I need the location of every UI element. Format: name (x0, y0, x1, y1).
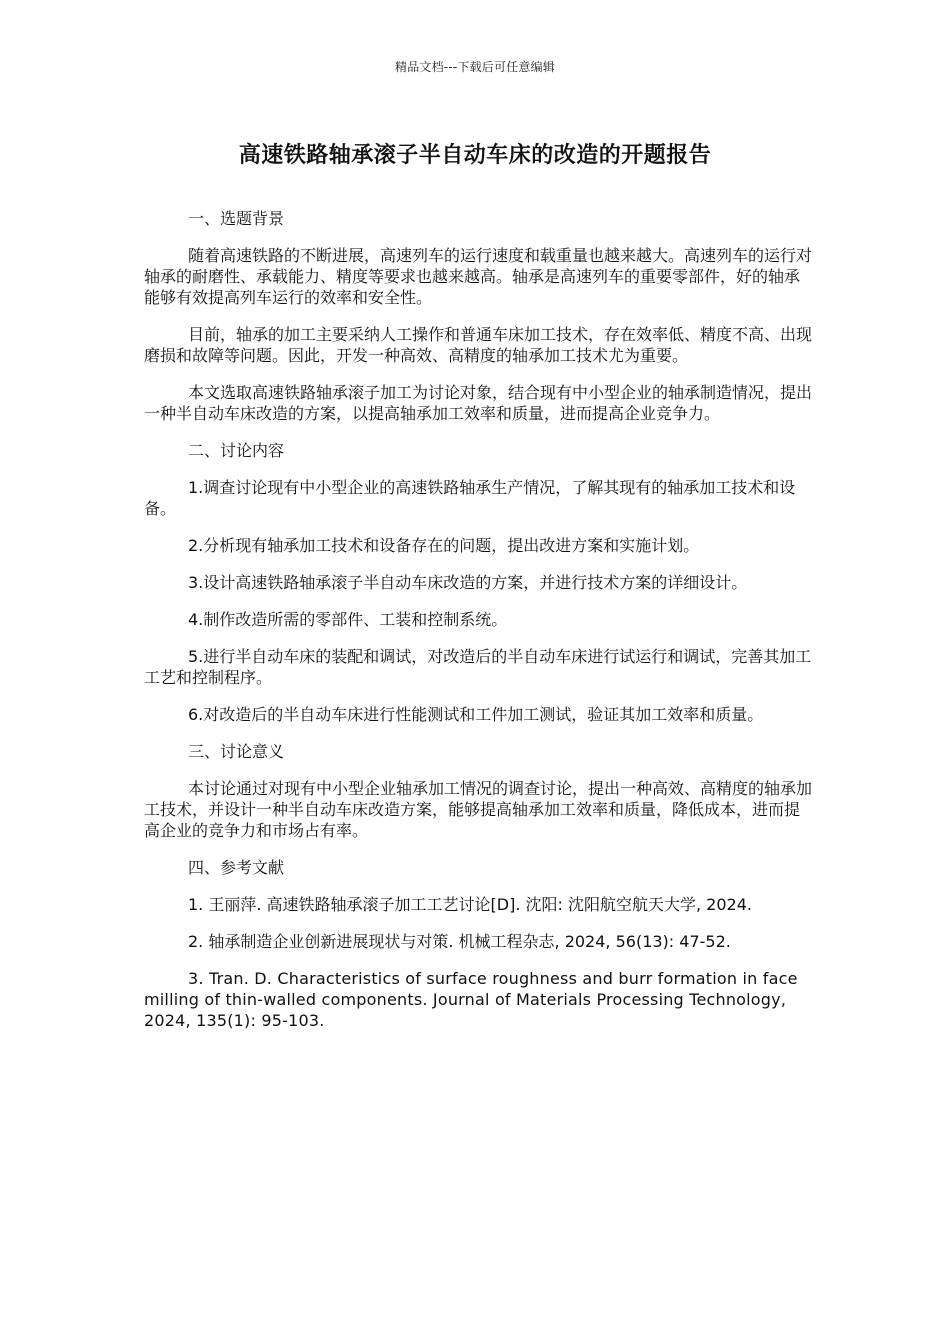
paragraph: 本讨论通过对现有中小型企业轴承加工情况的调查讨论，提出一种高效、高精度的轴承加工技术，并设计一种半自动车床改造方案，能够提高轴承加工效率和质量，降低成本，进而提高企业的竞争力和市场占有率。 (144, 779, 813, 840)
content-item: 3.设计高速铁路轴承滚子半自动车床改造的方案，并进行技术方案的详细设计。 (188, 573, 748, 592)
reference-item: 2. 轴承制造企业创新进展现状与对策. 机械工程杂志, 2024, 56(13): 47-52. (188, 932, 731, 951)
content-item: 4.制作改造所需的零部件、工装和控制系统。 (188, 610, 508, 629)
section-heading-content: 二、讨论内容 (188, 441, 285, 460)
content-item: 6.对改造后的半自动车床进行性能测试和工件加工测试，验证其加工效率和质量。 (188, 705, 764, 724)
document-title: 高速铁路轴承滚子半自动车床的改造的开题报告 (238, 143, 712, 168)
section-heading-significance: 三、讨论意义 (188, 742, 285, 761)
section-heading-references: 四、参考文献 (188, 858, 285, 877)
paragraph: 随着高速铁路的不断进展，高速列车的运行速度和载重量也越来越大。高速列车的运行对轴承的耐磨性、承载能力、精度等要求也越来越高。轴承是高速列车的重要零部件，好的轴承能够有效提高列车运行的效率和安全性。 (144, 246, 813, 307)
document-body (144, 208, 812, 1047)
reference-item: 3. Tran. D. Characteristics of surface roughness and burr formation in face milling of thin-walled components. Journal of Materials Processing Technology, 2024, 135(1): 95-103. (144, 969, 798, 1030)
section-heading-background: 一、选题背景 (188, 209, 285, 228)
paragraph: 本文选取高速铁路轴承滚子加工为讨论对象，结合现有中小型企业的轴承制造情况，提出一种半自动车床改造的方案，以提高轴承加工效率和质量，进而提高企业竞争力。 (144, 383, 813, 423)
paragraph: 目前，轴承的加工主要采纳人工操作和普通车床加工技术，存在效率低、精度不高、出现磨损和故障等问题。因此，开发一种高效、高精度的轴承加工技术尤为重要。 (144, 325, 813, 365)
content-item: 5.进行半自动车床的装配和调试，对改造后的半自动车床进行试运行和调试，完善其加工工艺和控制程序。 (144, 647, 812, 687)
header-note: 精品文档---下载后可任意编辑 (395, 60, 555, 74)
reference-item: 1. 王丽萍. 高速铁路轴承滚子加工工艺讨论[D]. 沈阳: 沈阳航空航天大学, 2024. (188, 895, 752, 914)
content-item: 1.调查讨论现有中小型企业的高速铁路轴承生产情况，了解其现有的轴承加工技术和设备。 (144, 478, 796, 518)
content-item: 2.分析现有轴承加工技术和设备存在的问题，提出改进方案和实施计划。 (188, 536, 700, 555)
